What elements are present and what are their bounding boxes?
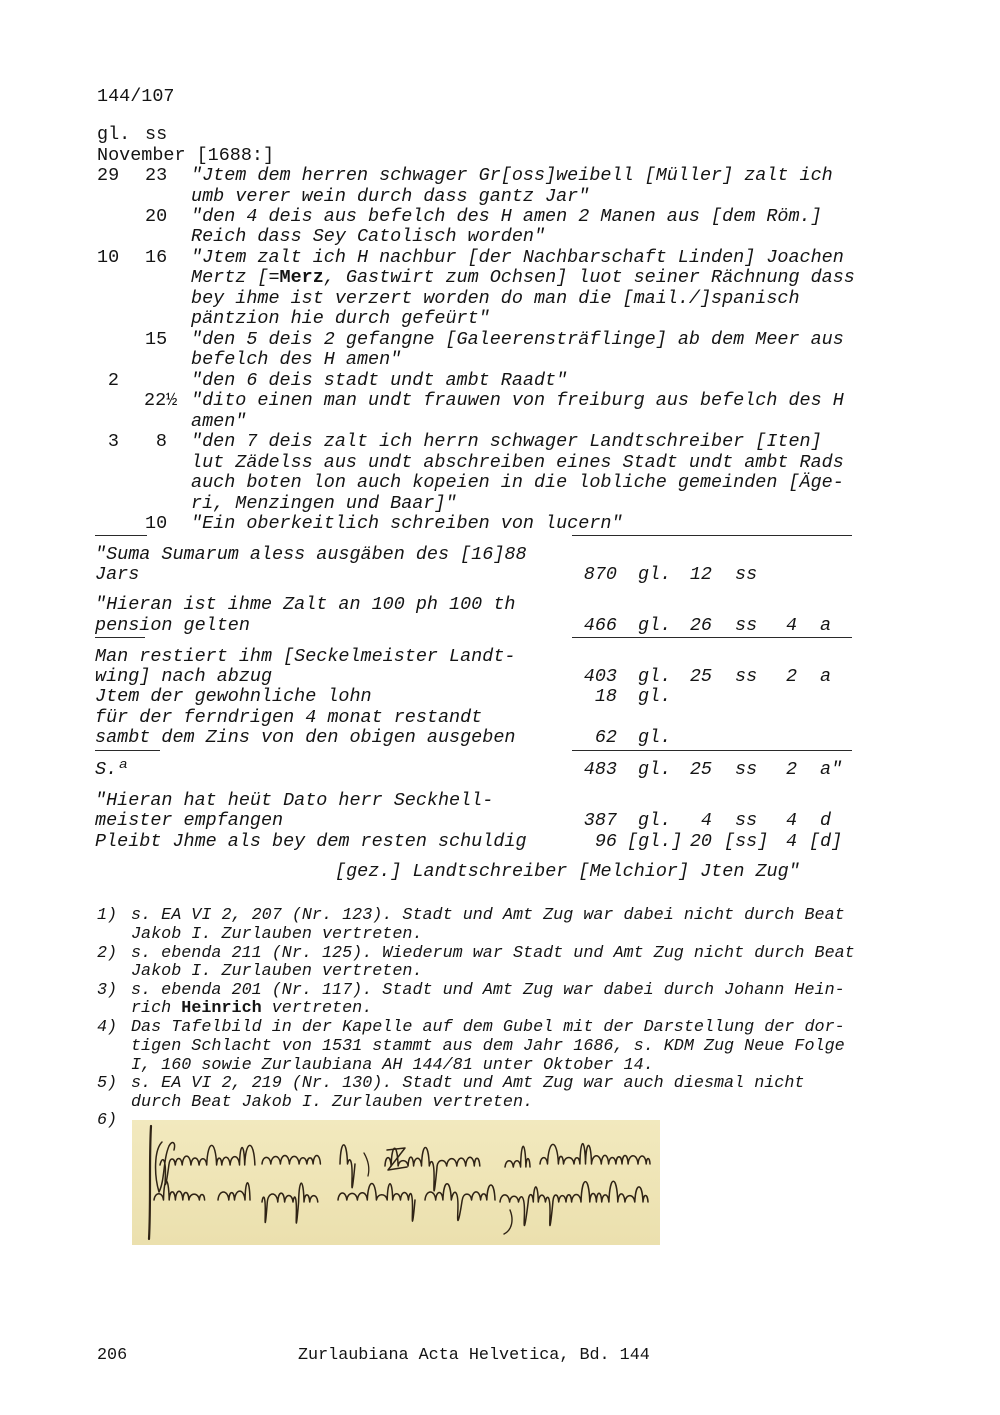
amount-third-unit: a — [820, 615, 832, 636]
handwriting-stroke — [425, 1184, 495, 1221]
summary-label-line: pension gelten — [95, 615, 250, 636]
amount-ss-unit: ss — [735, 810, 758, 831]
handwriting-stroke — [364, 1153, 369, 1176]
handwriting-stroke — [540, 1144, 650, 1164]
summary-label-line: Jtem der gewohnliche lohn — [95, 686, 372, 707]
summary-label-line: sambt dem Zins von den obigen ausgeben — [95, 727, 516, 748]
entry-gl-amount: 10 — [97, 247, 120, 268]
rule-right — [572, 535, 852, 536]
amount-gl-unit: gl. — [638, 810, 672, 831]
footnote-mark: 6) — [97, 1111, 118, 1130]
footnote-line: s. EA VI 2, 207 (Nr. 123). Stadt und Amt Zug war dabei nicht durch Beat — [131, 906, 845, 925]
entry-text-line: amen" — [191, 411, 247, 432]
amount-ss: 25 — [689, 666, 712, 687]
entry-text-line: "Jtem dem herren schwager Gr[oss]weibell [Müller] zalt ich — [191, 165, 833, 186]
entry-text-line: "den 7 deis zalt ich herrn schwager Landtschreiber [Iten] — [191, 431, 822, 452]
footnote-line: I, 160 sowie Zurlaubiana AH 144/81 unter Oktober 14. — [131, 1056, 654, 1075]
handwriting-strokes — [132, 1120, 660, 1245]
amount-ss-unit: ss — [735, 564, 758, 585]
rule-right — [572, 750, 852, 751]
amount-gl-unit: gl. — [638, 686, 672, 707]
entry-text-emphasis: Merz — [279, 267, 324, 288]
entry-text-line: ri, Menzingen und Baar]" — [191, 493, 457, 514]
entry-text-segment: , Gastwirt zum Ochsen] luot seiner Rächnung dass — [323, 267, 855, 288]
entry-text-line — [191, 268, 855, 288]
amount-gl: 18 — [594, 686, 617, 707]
entry-ss-amount: 16 — [145, 247, 168, 268]
entry-gl-amount: 2 — [107, 370, 119, 391]
amount-ss: 20 — [689, 831, 712, 852]
amount-row-sum — [0, 760, 1000, 780]
entry-gl-amount: 3 — [107, 431, 119, 452]
entry-text-line: "den 5 deis 2 gefangne [Galeerensträflinge] ab dem Meer aus — [191, 329, 844, 350]
column-header-gl: gl. — [97, 124, 131, 145]
handwriting-stroke — [500, 1181, 648, 1225]
summary-label-line: S.ª — [95, 759, 129, 780]
amount-ss: 4 — [700, 810, 712, 831]
month-heading: November [1688:] — [97, 145, 275, 166]
amount-gl: 870 — [583, 564, 617, 585]
entry-text-line: "den 6 deis stadt undt ambt Raadt" — [191, 370, 568, 391]
amount-row-total — [0, 565, 1000, 585]
entry-text-line: "den 4 deis aus befelch des H amen 2 Manen aus [dem Röm.] — [191, 206, 822, 227]
summary-label-line: Jars — [95, 564, 140, 585]
handwriting-facsimile — [132, 1120, 660, 1245]
amount-gl: 62 — [594, 727, 617, 748]
entry-ss-amount: 20 — [145, 206, 168, 227]
entry-text-line: lut Zädelss aus undt abschreiben eines Stadt undt ambt Rads — [191, 452, 844, 473]
entry-text-segment: Mertz [= — [191, 267, 280, 288]
amount-ss-unit: ss — [735, 615, 758, 636]
running-title: Zurlaubiana Acta Helvetica, Bd. 144 — [298, 1346, 650, 1365]
footnote-segment: rich — [131, 999, 182, 1018]
entry-ss-amount: 23 — [145, 165, 168, 186]
rule-left — [95, 637, 145, 638]
entry-ss-amount: 8 — [155, 431, 167, 452]
handwriting-stroke — [505, 1146, 530, 1167]
amount-gl: 403 — [583, 666, 617, 687]
amount-ss-unit: ss — [735, 759, 758, 780]
amount-ss: 25 — [689, 759, 712, 780]
amount-gl: 466 — [583, 615, 617, 636]
entry-text-line: umb verer wein durch dass gantz Jar" — [191, 186, 590, 207]
amount-ss: 12 — [689, 564, 712, 585]
handwriting-stroke — [340, 1145, 355, 1188]
footnote-line: Das Tafelbild in der Kapelle auf dem Gubel mit der Darstellung der dor- — [131, 1018, 845, 1037]
amount-third-unit: a" — [820, 759, 843, 780]
amount-gl: 96 — [594, 831, 617, 852]
handwriting-stroke — [504, 1210, 512, 1234]
handwriting-stroke — [262, 1155, 320, 1164]
handwriting-stroke — [218, 1183, 250, 1200]
footnote-line: Jakob I. Zurlauben vertreten. — [131, 925, 423, 944]
handwriting-stroke — [338, 1184, 415, 1222]
handwriting-stroke — [149, 1126, 151, 1239]
amount-gl-unit: gl. — [638, 666, 672, 687]
amount-row-interest — [0, 728, 1000, 748]
amount-gl-unit: gl. — [638, 615, 672, 636]
summary-label-line: wing] nach abzug — [95, 666, 273, 687]
footnote-mark: 1) — [97, 906, 118, 925]
entry-gl-amount: 29 — [97, 165, 120, 186]
handwriting-stroke — [385, 1147, 480, 1190]
footnote-mark: 5) — [97, 1074, 118, 1093]
rule-left — [95, 750, 160, 751]
amount-row-received — [0, 811, 1000, 831]
amount-row-paid — [0, 616, 1000, 636]
entry-text-line: päntzion hie durch gefeürt" — [191, 308, 490, 329]
summary-label-line: für der ferndrigen 4 monat restandt — [95, 707, 483, 728]
amount-row-wage — [0, 687, 1000, 707]
archive-reference: 144/107 — [97, 86, 175, 107]
entry-ss-amount: 22½ — [144, 390, 178, 411]
amount-third: 2 — [786, 666, 798, 687]
amount-gl-unit: gl. — [638, 564, 672, 585]
summary-label-line: Man restiert ihm [Seckelmeister Landt- — [95, 646, 516, 667]
footnote-mark: 2) — [97, 944, 118, 963]
footnote-line: durch Beat Jakob I. Zurlauben vertreten. — [131, 1093, 534, 1112]
amount-row-owed — [0, 832, 1000, 852]
entry-ss-amount: 10 — [145, 513, 168, 534]
footnote-mark: 4) — [97, 1018, 118, 1037]
entry-text-line: Reich dass Sey Catolisch worden" — [191, 226, 546, 247]
handwriting-stroke — [262, 1183, 318, 1223]
footnote-line: s. EA VI 2, 219 (Nr. 130). Stadt und Amt Zug war auch diesmal nicht — [131, 1074, 805, 1093]
amount-third: 2 — [786, 759, 798, 780]
footnote-line: s. ebenda 201 (Nr. 117). Stadt und Amt Zug war dabei durch Johann Hein- — [131, 981, 845, 1000]
entry-text-line: "Jtem zalt ich H nachbur [der Nachbarschaft Linden] Joachen — [191, 247, 844, 268]
summary-label-line: Pleibt Jhme als bey dem resten schuldig — [95, 831, 527, 852]
footnote-mark: 3) — [97, 981, 118, 1000]
entry-text-line: auch boten lon auch kopeien in die lobliche gemeinden [Äge- — [191, 472, 844, 493]
footnote-line: Jakob I. Zurlauben vertreten. — [131, 962, 423, 981]
summary-label-line: meister empfangen — [95, 810, 284, 831]
amount-ss-unit: [ss] — [724, 831, 769, 852]
footnote-line: tigen Schlacht von 1531 stammt aus dem Jahr 1686, s. KDM Zug Neue Folge — [131, 1037, 845, 1056]
footnote-line — [131, 1000, 372, 1018]
footnote-line: s. ebenda 211 (Nr. 125). Wiederum war Stadt und Amt Zug nicht durch Beat — [131, 944, 855, 963]
summary-label-line: "Suma Sumarum aless ausgäben des [16]88 — [95, 544, 527, 565]
amount-gl: 483 — [583, 759, 617, 780]
entry-ss-amount: 15 — [145, 329, 168, 350]
entry-text-line: befelch des H amen" — [191, 349, 402, 370]
amount-third: 4 — [786, 831, 798, 852]
amount-gl-unit: gl. — [638, 759, 672, 780]
rule-left — [95, 535, 147, 536]
amount-row-rest — [0, 667, 1000, 687]
amount-ss: 26 — [689, 615, 712, 636]
amount-third: 4 — [786, 615, 798, 636]
signature-line: [gez.] Landtschreiber [Melchior] Jten Zug" — [335, 861, 800, 882]
amount-gl-unit: gl. — [638, 727, 672, 748]
handwriting-stroke — [160, 1145, 255, 1184]
page-number: 206 — [97, 1346, 128, 1365]
amount-third-unit: d — [820, 810, 832, 831]
amount-third: 4 — [786, 810, 798, 831]
amount-third-unit: a — [820, 666, 832, 687]
entry-text-line: "dito einen man undt frauwen von freiburg aus befelch des H — [191, 390, 844, 411]
amount-third-unit: [d] — [809, 831, 843, 852]
entry-text-line: "Ein oberkeitlich schreiben von lucern" — [191, 513, 623, 534]
amount-gl: 387 — [583, 810, 617, 831]
amount-ss-unit: ss — [735, 666, 758, 687]
footnote-emphasis: Heinrich — [181, 999, 262, 1018]
column-header-ss: ss — [145, 124, 168, 145]
summary-label-line: "Hieran hat heüt Dato herr Seckhell- — [95, 790, 494, 811]
summary-label-line: "Hieran ist ihme Zalt an 100 ph 100 th — [95, 594, 516, 615]
rule-right — [572, 637, 852, 638]
entry-text-line: bey ihme ist verzert worden do man die [mail./]spanisch — [191, 288, 800, 309]
footnote-segment: vertreten. — [261, 999, 373, 1018]
amount-gl-unit: [gl.] — [627, 831, 683, 852]
